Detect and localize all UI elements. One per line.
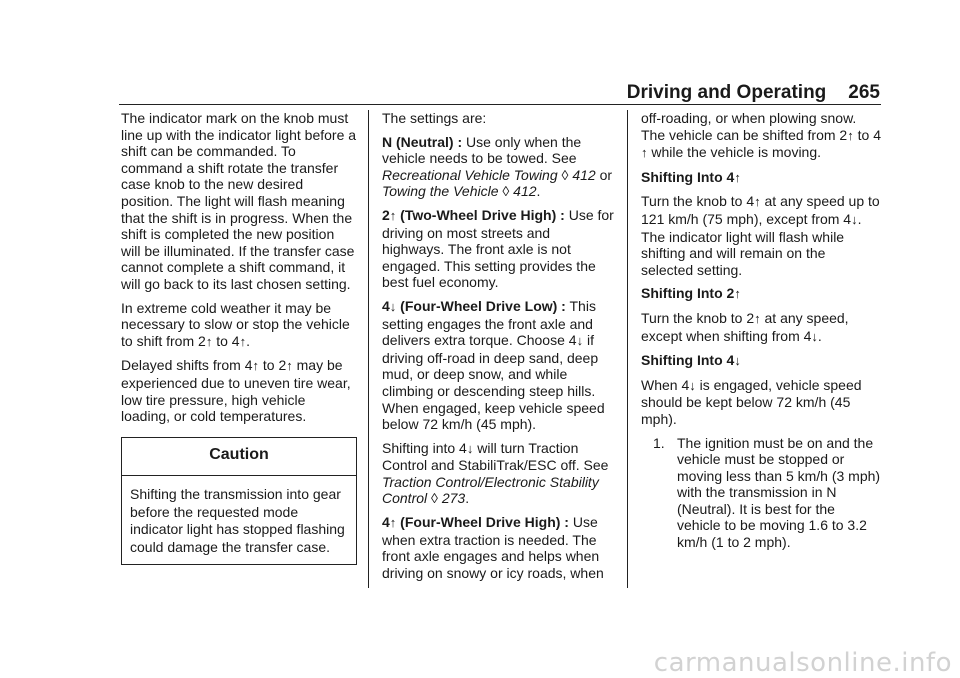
up-arrow-icon: ↑ <box>252 358 259 374</box>
paragraph: When 4↓ is engaged, vehicle speed should be kept below 72 km/h (45 mph). <box>641 376 862 427</box>
reference-icon: ◊ <box>561 166 569 183</box>
subheading: Shifting Into 4↓ <box>641 352 741 369</box>
paragraph: In extreme cold weather it may be necessary to slow or stop the vehicle to shift from 2↑ to 4↑. <box>121 299 350 349</box>
subheading: Shifting Into 2↑ <box>641 285 741 302</box>
up-arrow-icon: ↑ <box>754 194 761 210</box>
reference-icon: ◊ <box>431 490 438 507</box>
up-arrow-icon: ↑ <box>734 169 741 185</box>
paragraph: Turn the knob to 4↑ at any speed up to 121 km/h (75 mph), except from 4↓. The indicator light will flash while shifting and will remain on the selected setting. <box>641 193 880 278</box>
page-number: 265 <box>848 82 880 103</box>
watermark: carmanualsonline.info <box>653 648 952 678</box>
list-text: The ignition must be on and the vehicle must be stopped or moving less than 5 km/h (3 mph) with the transmission in N (Neutral). It is best for the vehicle to be moving 1.6 to 3.2 km/h (1 to 2 mph). <box>677 434 881 551</box>
down-arrow-icon: ↓ <box>466 440 474 456</box>
reference-icon: ◊ <box>502 183 510 200</box>
paragraph: off-roading, or when plowing snow. The vehicle can be shifted from 2↑ to 4↑ while the vehicle is moving. <box>641 110 881 161</box>
up-arrow-icon: ↑ <box>389 207 397 223</box>
caution-box <box>121 437 357 565</box>
column-3 <box>641 110 881 551</box>
paragraph: The indicator mark on the knob must line up with the indicator light before a shift can be commanded. To command a shift rotate the transfer case knob to the new desired position. The light will flash meaning that the shift is in progress. When the shift is completed the new position will be illuminated. If the transfer case cannot complete a shift command, it will go back to its last chosen setting. <box>121 110 357 292</box>
column-divider <box>627 110 628 588</box>
paragraph: Delayed shifts from 4↑ to 2↑ may be experienced due to uneven tire wear, low tire pressure, high vehicle loading, or cold temperatures. <box>121 357 351 425</box>
paragraph: The settings are: <box>382 110 487 126</box>
up-arrow-icon: ↑ <box>205 333 213 349</box>
page-reference[interactable]: 412 <box>509 183 537 200</box>
list-number: 1. <box>653 434 665 451</box>
subheading: Shifting Into 4↑ <box>641 168 741 185</box>
cross-reference-link[interactable]: Recreational Vehicle Towing <box>382 166 558 183</box>
column-2 <box>382 110 614 588</box>
setting-4wd-high: 4↑ (Four-Wheel Drive High) : Use when extra traction is needed. The front axle engages and helps when driving on snowy or icy roads, when <box>382 514 604 581</box>
page-reference[interactable]: 412 <box>568 166 596 183</box>
paragraph: Shifting into 4↓ will turn Traction Control and StabiliTrak/ESC off. See Traction Control/Electronic Stability Control ◊ 273. <box>382 439 609 507</box>
up-arrow-icon: ↑ <box>754 310 761 326</box>
down-arrow-icon: ↓ <box>389 298 397 314</box>
up-arrow-icon: ↑ <box>641 145 648 161</box>
caution-title: Caution <box>122 438 356 477</box>
header-divider <box>119 104 881 105</box>
list-item <box>641 435 881 551</box>
page-reference[interactable]: 273 <box>437 490 466 507</box>
down-arrow-icon: ↓ <box>576 333 584 349</box>
numbered-list <box>641 435 881 551</box>
page-header <box>627 82 880 104</box>
up-arrow-icon: ↑ <box>239 333 247 349</box>
up-arrow-icon: ↑ <box>389 515 397 531</box>
setting-4wd-low: 4↓ (Four-Wheel Drive Low) : This setting engages the front axle and delivers extra torque. Choose 4↓ if driving off-road in deep sand, deep mud, or deep snow, and while climbing or descending steep hills. When engaged, keep vehicle speed below 72 km/h (45 mph). <box>382 297 605 433</box>
down-arrow-icon: ↓ <box>689 377 696 393</box>
cross-reference-link[interactable]: Towing the Vehicle <box>382 183 499 200</box>
up-arrow-icon: ↑ <box>286 358 293 374</box>
section-title: Driving and Operating <box>626 82 827 103</box>
setting-2wd-high: 2↑ (Two-Wheel Drive High) : Use for driving on most streets and highways. The front axle is not engaged. This setting provides the best fuel economy. <box>382 206 614 291</box>
down-arrow-icon: ↓ <box>851 211 858 227</box>
down-arrow-icon: ↓ <box>811 328 818 344</box>
down-arrow-icon: ↓ <box>734 353 741 369</box>
setting-neutral: N (Neutral) : Use only when the vehicle needs to be towed. See Recreational Vehicle Towing ◊ 412 or Towing the Vehicle ◊ 412. <box>382 133 613 200</box>
cross-reference-link[interactable]: Traction Control/Electronic Stability Control <box>382 473 599 507</box>
caution-text: Shifting the transmission into gear before the requested mode indicator light has stopped flashing could damage the transfer case. <box>130 486 345 555</box>
paragraph: Turn the knob to 2↑ at any speed, except when shifting from 4↓. <box>641 309 849 344</box>
up-arrow-icon: ↑ <box>847 127 854 143</box>
column-1 <box>121 110 357 565</box>
column-divider <box>368 110 369 588</box>
up-arrow-icon: ↑ <box>734 286 741 302</box>
